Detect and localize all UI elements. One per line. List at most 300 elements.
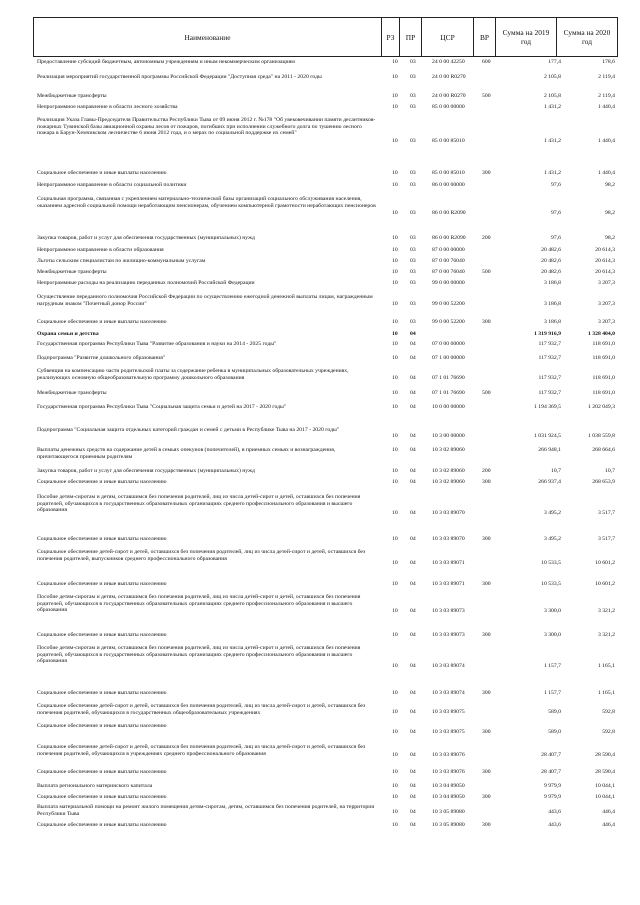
row-rz: 10 (392, 269, 398, 275)
row-pr: 04 (410, 608, 416, 614)
row-sum-2019: 3 186,8 (543, 301, 561, 307)
row-sum-2020: 3 321,2 (597, 632, 615, 638)
table-row (33, 331, 617, 340)
table-row (33, 690, 617, 702)
row-sum-2020: 3 321,2 (597, 608, 615, 614)
table-row (33, 427, 617, 446)
table-row (33, 319, 617, 330)
table-row (33, 804, 617, 821)
table-row (33, 93, 617, 103)
table-row (33, 294, 617, 316)
row-name: Социальное обеспечение и иные выплаты населению (37, 794, 167, 800)
row-sum-2020: 1 165,1 (597, 663, 615, 669)
row-sum-2020: 1 202 049,3 (587, 404, 615, 410)
row-name: Межбюджетные трансферты (37, 93, 107, 99)
row-name: Непрограммные расходы на реализацию переданных полномочий Российской Федерации (37, 280, 255, 286)
row-name: Выплата материальной помощи на ремонт жилого помещения детям-сиротам, детям, оставшимся без попечения родителей, на территории Республики Тыва (37, 804, 375, 817)
row-sum-2019: 1 194 369,5 (533, 404, 561, 410)
table-row (33, 468, 617, 478)
row-pr: 04 (410, 690, 416, 696)
row-rz: 10 (392, 247, 398, 253)
row-rz: 10 (392, 663, 398, 669)
row-vr: 200 (482, 468, 491, 474)
row-sum-2019: 177,4 (548, 59, 561, 65)
row-rz: 10 (392, 809, 398, 815)
row-pr: 03 (410, 301, 416, 307)
row-csr: 85 0 00 85010 (432, 138, 465, 144)
row-sum-2019: 443,6 (548, 809, 561, 815)
table-row (33, 822, 617, 833)
row-sum-2020: 20 614,3 (595, 258, 615, 264)
row-sum-2019: 3 300,0 (543, 632, 561, 638)
row-sum-2019: 3 186,8 (543, 319, 561, 325)
header-sum-2020: Сумма на 2020 год (557, 18, 618, 57)
row-pr: 03 (410, 104, 416, 110)
row-sum-2020: 118 691,0 (592, 375, 615, 381)
row-sum-2019: 117 932,7 (538, 355, 561, 361)
table-row (33, 258, 617, 268)
row-csr: 10 3 03 89074 (432, 663, 465, 669)
row-sum-2019: 10 533,5 (541, 560, 561, 566)
row-pr: 03 (410, 319, 416, 325)
row-csr: 10 3 02 89060 (432, 468, 465, 474)
row-csr: 10 3 03 89076 (432, 752, 465, 758)
row-pr: 04 (410, 355, 416, 361)
row-rz: 10 (392, 433, 398, 439)
row-name: Социальное обеспечение и иные выплаты населению (37, 536, 167, 542)
row-pr: 04 (410, 404, 416, 410)
row-name: Социальная программа, связанная с укреплением материально-технической базы организаций социального обслуживания населения, оказанием адресной социальной помощи неработающим пенсионерам, обучением компьютерной грамотности неработающих пенсионеров (37, 196, 376, 209)
table-row (33, 170, 617, 181)
row-rz: 10 (392, 581, 398, 587)
row-sum-2019: 97,6 (551, 182, 561, 188)
header-vr: ВР (474, 18, 496, 57)
row-sum-2019: 28 407,7 (541, 752, 561, 758)
row-sum-2020: 118 691,0 (592, 390, 615, 396)
row-name: Социальное обеспечение и иные выплаты населению (37, 690, 167, 696)
row-name: Предоставление субсидий бюджетным, автономным учреждениям и иным некоммерческим организациям (37, 59, 295, 65)
row-name: Выплата регионального материнского капитала (37, 783, 153, 789)
table-row (33, 117, 617, 167)
row-sum-2019: 3 495,2 (543, 510, 561, 516)
row-sum-2019: 117 932,7 (538, 341, 561, 347)
row-name: Непрограммное направление в области образования (37, 247, 164, 253)
row-pr: 03 (410, 269, 416, 275)
table-row (33, 235, 617, 246)
row-vr: 300 (482, 536, 491, 542)
table-row (33, 594, 617, 630)
row-name: Межбюджетные трансферты (37, 269, 107, 275)
row-rz: 10 (392, 709, 398, 715)
row-csr: 10 3 02 89060 (432, 447, 465, 453)
row-name: Непрограммное направление в области социальной политики (37, 182, 187, 188)
header-csr: ЦСР (422, 18, 474, 57)
row-sum-2019: 10,7 (551, 468, 561, 474)
row-name: Льготы сельским специалистам по жилищно-коммунальным услугам (37, 258, 206, 264)
row-sum-2020: 28 590,4 (595, 769, 615, 775)
row-csr: 10 3 03 89071 (432, 560, 465, 566)
row-pr: 03 (410, 247, 416, 253)
row-rz: 10 (392, 794, 398, 800)
row-csr: 07 1 00 00000 (432, 355, 465, 361)
row-vr: 300 (482, 769, 491, 775)
row-pr: 04 (410, 341, 416, 347)
table-row (33, 59, 617, 71)
row-rz: 10 (392, 822, 398, 828)
header-name: Наименование (34, 18, 382, 57)
row-sum-2020: 28 590,4 (595, 752, 615, 758)
row-csr: 10 3 03 89071 (432, 581, 465, 587)
row-rz: 10 (392, 104, 398, 110)
table-row (33, 355, 617, 367)
table-row (33, 247, 617, 257)
row-pr: 03 (410, 59, 416, 65)
row-sum-2020: 446,4 (602, 822, 615, 828)
row-name: Реализация мероприятий государственной программы Российской Федерации "Доступная среда" на 2011 - 2020 годы (37, 74, 322, 80)
row-csr: 10 3 00 00000 (432, 433, 465, 439)
row-sum-2019: 9 979,9 (543, 794, 561, 800)
row-sum-2019: 2 105,8 (543, 74, 561, 80)
row-vr: 600 (482, 59, 491, 65)
row-rz: 10 (392, 280, 398, 286)
row-name: Социальное обеспечение и иные выплаты населению (37, 632, 167, 638)
row-name: Межбюджетные трансферты (37, 390, 107, 396)
row-name: Выплаты денежных средств на содержание детей в семьях опекунов (попечителей), в приемных семьях и вознаграждения, причитающегося приемным родителям (37, 447, 336, 460)
row-sum-2020: 10 044,1 (595, 783, 615, 789)
row-rz: 10 (392, 93, 398, 99)
row-sum-2019: 1 157,7 (543, 690, 561, 696)
row-csr: 86 0 00 00000 (432, 182, 465, 188)
row-pr: 03 (410, 138, 416, 144)
row-csr: 24 0 00 R0270 (432, 93, 466, 99)
row-rz: 10 (392, 138, 398, 144)
table-row (33, 196, 617, 232)
table-row (33, 368, 617, 389)
row-name: Пособие детям-сиротам и детям, оставшимся без попечения родителей, лиц из числа детей-сирот и детей, оставшихся без попечения родителей, обучающихся в государственных образовательных организациях среднего профессионального образования и высшего образования (37, 645, 361, 665)
row-rz: 10 (392, 510, 398, 516)
row-csr: 10 3 04 89050 (432, 794, 465, 800)
row-rz: 10 (392, 319, 398, 325)
row-pr: 04 (410, 375, 416, 381)
row-rz: 10 (392, 235, 398, 241)
row-sum-2019: 266 948,1 (538, 447, 561, 453)
row-rz: 10 (392, 258, 398, 264)
row-csr: 07 1 01 76690 (432, 375, 465, 381)
table-row (33, 794, 617, 804)
row-pr: 04 (410, 632, 416, 638)
row-pr: 04 (410, 390, 416, 396)
row-rz: 10 (392, 341, 398, 347)
row-name: Социальное обеспечение детей-сирот и детей, оставшихся без попечения родителей, лиц из числа детей-сирот и детей, оставшихся без попечения родителей, обучающихся в учреждениях среднего профессионального образования (37, 744, 366, 757)
row-name: Социальное обеспечение и иные выплаты населению (37, 822, 167, 828)
row-sum-2020: 10 601,2 (595, 560, 615, 566)
row-sum-2020: 268 664,6 (592, 447, 615, 453)
row-name: Социальное обеспечение и иные выплаты населению (37, 319, 167, 325)
row-sum-2019: 117 932,7 (538, 390, 561, 396)
table-row (33, 549, 617, 579)
row-sum-2020: 1 038 559,8 (587, 433, 615, 439)
row-sum-2020: 1 165,1 (597, 690, 615, 696)
row-name: Социальное обеспечение и иные выплаты населению (37, 723, 167, 729)
budget-table (33, 17, 617, 828)
row-pr: 03 (410, 182, 416, 188)
row-pr: 04 (410, 433, 416, 439)
row-sum-2020: 2 119,4 (598, 74, 615, 80)
row-vr: 300 (482, 319, 491, 325)
row-sum-2020: 3 517,7 (597, 536, 615, 542)
row-name: Социальное обеспечение и иные выплаты населению (37, 581, 167, 587)
row-csr: 85 0 00 00000 (432, 104, 465, 110)
row-pr: 04 (410, 536, 416, 542)
row-pr: 03 (410, 93, 416, 99)
table-row (33, 479, 617, 491)
row-sum-2019: 20 482,6 (541, 247, 561, 253)
row-sum-2019: 1 431,2 (543, 138, 561, 144)
row-sum-2020: 10 601,2 (595, 581, 615, 587)
table-row (33, 404, 617, 425)
row-sum-2019: 3 186,8 (543, 280, 561, 286)
row-csr: 86 0 00 R2090 (432, 210, 466, 216)
row-vr: 200 (482, 235, 491, 241)
row-sum-2019: 443,6 (548, 822, 561, 828)
row-rz: 10 (392, 170, 398, 176)
row-rz: 10 (392, 210, 398, 216)
row-csr: 10 3 03 89070 (432, 536, 465, 542)
row-csr: 87 0 00 76040 (432, 258, 465, 264)
table-row (33, 769, 617, 782)
row-sum-2019: 20 482,6 (541, 269, 561, 275)
row-sum-2019: 589,0 (548, 729, 561, 735)
row-rz: 10 (392, 479, 398, 485)
table-row (33, 280, 617, 291)
row-sum-2020: 3 207,3 (597, 280, 615, 286)
row-sum-2019: 97,6 (551, 235, 561, 241)
row-pr: 03 (410, 170, 416, 176)
row-name: Непрограммное направление в области лесного хозяйства (37, 104, 178, 110)
row-pr: 04 (410, 809, 416, 815)
row-sum-2019: 2 105,8 (543, 93, 561, 99)
row-rz: 10 (392, 182, 398, 188)
row-rz: 10 (392, 331, 398, 337)
header-pr: ПР (400, 18, 422, 57)
row-csr: 99 0 00 52200 (432, 301, 465, 307)
row-pr: 03 (410, 74, 416, 80)
row-sum-2019: 97,6 (551, 210, 561, 216)
row-sum-2020: 1 440,4 (597, 170, 615, 176)
row-pr: 03 (410, 210, 416, 216)
row-name: Закупка товаров, работ и услуг для обеспечения государственных (муниципальных) нужд (37, 468, 255, 474)
row-rz: 10 (392, 375, 398, 381)
row-sum-2020: 3 517,7 (597, 510, 615, 516)
row-csr: 10 3 05 89080 (432, 809, 465, 815)
table-row (33, 536, 617, 548)
table-row (33, 645, 617, 688)
row-sum-2019: 1 431,2 (543, 170, 561, 176)
row-rz: 10 (392, 729, 398, 735)
row-sum-2020: 118 691,0 (592, 341, 615, 347)
table-row (33, 581, 617, 593)
table-row (33, 390, 617, 402)
header-sum-2019: Сумма на 2019 год (496, 18, 557, 57)
row-csr: 07 1 01 76690 (432, 390, 465, 396)
row-rz: 10 (392, 752, 398, 758)
row-sum-2019: 10 533,5 (541, 581, 561, 587)
row-sum-2019: 3 495,2 (543, 536, 561, 542)
row-pr: 04 (410, 752, 416, 758)
row-pr: 04 (410, 468, 416, 474)
row-sum-2020: 20 614,3 (595, 269, 615, 275)
row-name: Социальное обеспечение и иные выплаты населению (37, 479, 167, 485)
row-name: Государственная программа Республики Тыва "Развитие образования и науки на 2014 - 2025 годы" (37, 341, 277, 347)
row-name: Социальное обеспечение детей-сирот и детей, оставшихся без попечения родителей, лиц из числа детей-сирот и детей, оставшихся без попечения родителей, обучающихся в государственных общеобразовательных учреждениях (37, 703, 366, 716)
row-csr: 10 3 03 89073 (432, 632, 465, 638)
row-csr: 10 0 00 00000 (432, 404, 465, 410)
row-name: Подпрограмма "Социальная защита отдельных категорий граждан и семей с детьми в Республике Тыва на 2017 - 2020 годы" (37, 427, 340, 433)
row-csr: 24 0 00 R0270 (432, 74, 466, 80)
table-row (33, 341, 617, 353)
row-rz: 10 (392, 404, 398, 410)
row-csr: 87 0 00 76040 (432, 269, 465, 275)
table-row (33, 494, 617, 534)
row-pr: 03 (410, 235, 416, 241)
row-sum-2020: 178,6 (602, 59, 615, 65)
table-row (33, 703, 617, 722)
row-name: Реализация Указа Главы-Председателя Правительства Республики Тыва от 09 июня 2012 г. №178 "Об увековечивании памяти десантников-пожарных Тувинской базы авиационной охраны лесов от пожаров, погибших при исполнении служебного долга по тушению лесного пожара в Барун-Хемчикском лесничестве 6 июня 2012 года, и о мерах по социальной поддержке их семей" (37, 117, 376, 137)
row-rz: 10 (392, 468, 398, 474)
row-csr: 10 3 03 89074 (432, 690, 465, 696)
row-sum-2019: 1 319 916,9 (533, 331, 561, 337)
row-vr: 300 (482, 729, 491, 735)
row-rz: 10 (392, 74, 398, 80)
row-pr: 04 (410, 794, 416, 800)
table-row (33, 744, 617, 768)
row-csr: 10 3 03 89070 (432, 510, 465, 516)
row-sum-2020: 1 440,4 (597, 138, 615, 144)
row-sum-2019: 589,0 (548, 709, 561, 715)
row-sum-2020: 118 691,0 (592, 355, 615, 361)
row-sum-2019: 20 482,6 (541, 258, 561, 264)
row-vr: 300 (482, 632, 491, 638)
header-rz: РЗ (382, 18, 400, 57)
row-sum-2020: 1 440,4 (597, 104, 615, 110)
table-row (33, 447, 617, 466)
row-csr: 24 0 00 42250 (432, 59, 465, 65)
row-csr: 10 3 05 89080 (432, 822, 465, 828)
row-rz: 10 (392, 536, 398, 542)
row-sum-2020: 3 207,3 (597, 301, 615, 307)
row-vr: 300 (482, 794, 491, 800)
row-sum-2020: 592,8 (602, 729, 615, 735)
row-name: Социальное обеспечение и иные выплаты населению (37, 170, 167, 176)
table-row (33, 182, 617, 192)
row-vr: 300 (482, 690, 491, 696)
row-pr: 04 (410, 822, 416, 828)
row-rz: 10 (392, 301, 398, 307)
row-pr: 04 (410, 510, 416, 516)
row-name: Закупка товаров, работ и услуг для обеспечения государственных (муниципальных) нужд (37, 235, 255, 241)
row-rz: 10 (392, 390, 398, 396)
row-csr: 10 3 02 89060 (432, 479, 465, 485)
row-rz: 10 (392, 59, 398, 65)
row-sum-2020: 1 328 404,0 (587, 331, 615, 337)
row-pr: 04 (410, 729, 416, 735)
row-pr: 04 (410, 769, 416, 775)
row-name: Пособие детям-сиротам и детям, оставшимся без попечения родителей, лиц из числа детей-сирот и детей, оставшихся без попечения родителей, обучающихся в государственных образовательных организациях среднего профессионального образования и высшего образования (37, 494, 361, 514)
table-row (33, 723, 617, 743)
row-name: Охрана семьи и детства (37, 331, 99, 337)
row-csr: 10 3 03 89075 (432, 709, 465, 715)
row-name: Подпрограмма "Развитие дошкольного образования" (37, 355, 166, 361)
row-rz: 10 (392, 783, 398, 789)
row-name: Пособие детям-сиротам и детям, оставшимся без попечения родителей, лиц из числа детей-сирот и детей, оставшихся без попечения родителей, обучающихся в государственных образовательных организациях среднего профессионального образования и высшего образования (37, 594, 361, 614)
row-pr: 03 (410, 280, 416, 286)
row-sum-2020: 592,8 (602, 709, 615, 715)
row-vr: 300 (482, 479, 491, 485)
row-sum-2020: 3 207,3 (597, 319, 615, 325)
row-sum-2019: 28 407,7 (541, 769, 561, 775)
row-csr: 85 0 00 85010 (432, 170, 465, 176)
row-csr: 99 0 00 52200 (432, 319, 465, 325)
table-row (33, 783, 617, 793)
row-csr: 10 3 03 89076 (432, 769, 465, 775)
row-vr: 500 (482, 269, 491, 275)
row-rz: 10 (392, 769, 398, 775)
row-pr: 04 (410, 479, 416, 485)
row-sum-2019: 1 431,2 (543, 104, 561, 110)
table-row (33, 74, 617, 92)
row-vr: 300 (482, 581, 491, 587)
row-sum-2019: 1 031 924,5 (533, 433, 561, 439)
row-vr: 300 (482, 170, 491, 176)
row-name: Государственная программа Республики Тыва "Социальная защита семьи и детей на 2017 - 2020 годы" (37, 404, 287, 410)
row-sum-2020: 20 614,3 (595, 247, 615, 253)
row-csr: 10 3 03 89075 (432, 729, 465, 735)
row-rz: 10 (392, 690, 398, 696)
row-pr: 04 (410, 581, 416, 587)
row-pr: 04 (410, 447, 416, 453)
row-sum-2019: 117 932,7 (538, 375, 561, 381)
row-csr: 87 0 00 00000 (432, 247, 465, 253)
row-sum-2019: 266 937,4 (538, 479, 561, 485)
row-name: Социальное обеспечение детей-сирот и детей, оставшихся без попечения родителей, лиц из числа детей-сирот и детей, оставшихся без попечения родителей, выпускников среднего профессионального образования (37, 549, 366, 562)
table-header (33, 17, 618, 57)
row-vr: 500 (482, 390, 491, 396)
row-sum-2020: 10,7 (605, 468, 615, 474)
row-pr: 04 (410, 663, 416, 669)
row-sum-2019: 9 979,9 (543, 783, 561, 789)
row-rz: 10 (392, 608, 398, 614)
row-sum-2020: 446,4 (602, 809, 615, 815)
row-sum-2020: 268 653,9 (592, 479, 615, 485)
row-sum-2020: 98,2 (605, 235, 615, 241)
row-pr: 04 (410, 331, 416, 337)
row-rz: 10 (392, 560, 398, 566)
row-pr: 03 (410, 258, 416, 264)
row-name: Осуществление переданного полномочия Российской Федерации по осуществлению ежегодной денежной выплаты лицам, награжденным нагрудным знаком "Почетный донор России" (37, 294, 373, 307)
row-csr: 07 0 00 00000 (432, 341, 465, 347)
table-row (33, 269, 617, 279)
row-pr: 04 (410, 560, 416, 566)
row-sum-2019: 1 157,7 (543, 663, 561, 669)
row-csr: 86 0 00 R2090 (432, 235, 466, 241)
row-sum-2020: 10 044,1 (595, 794, 615, 800)
row-rz: 10 (392, 632, 398, 638)
row-vr: 300 (482, 822, 491, 828)
row-csr: 10 3 03 89073 (432, 608, 465, 614)
row-csr: 10 3 04 89050 (432, 783, 465, 789)
row-pr: 04 (410, 709, 416, 715)
row-name: Субвенция на компенсацию части родительской платы за содержание ребенка в муниципальных образовательных учреждениях, реализующих основную общеобразовательную программу дошкольного образования (37, 368, 349, 381)
